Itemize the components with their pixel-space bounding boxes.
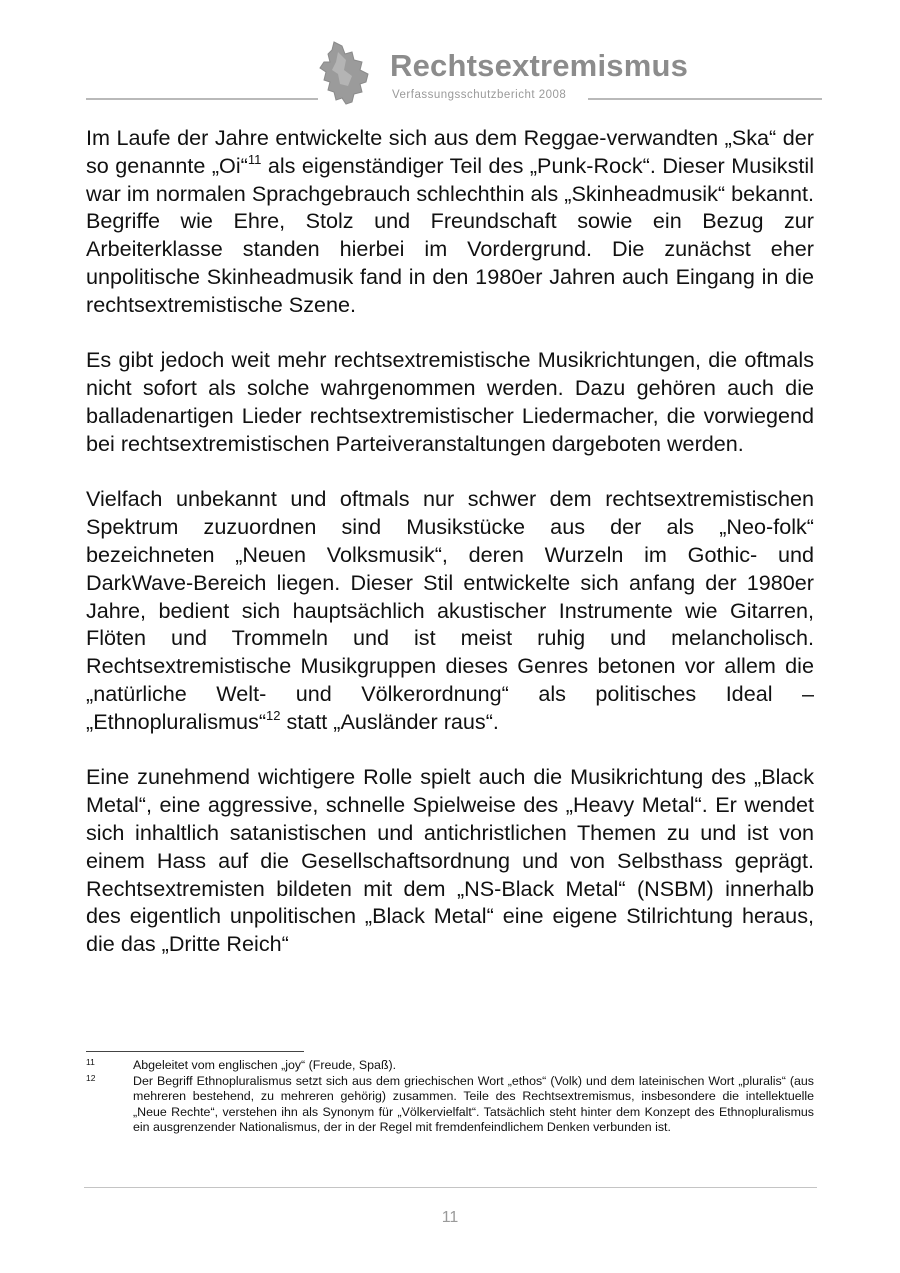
text-run: Im Laufe der Jahre entwickelte sich aus dem Reggae-verwandten „Ska“ der so genannte „Oi“ — [86, 125, 814, 178]
footnote-separator — [86, 1051, 304, 1052]
paragraph — [86, 346, 814, 457]
text-run: statt „Ausländer raus“. — [280, 708, 499, 734]
text-run: Vielfach unbekannt und oftmals nur schwer dem rechtsextremistischen Spektrum zuzuordnen sind Musikstücke aus der als „Neo-folk“ bezeichneten „Neuen Volksmusik“, deren Wurzeln im Gothic- und DarkWave-Bereich liegen. Dieser Stil entwickelte sich anfang der 1980er Jahre, bedient sich hauptsächlich akustischer Instrumente wie Gitarren, Flöten und Trommeln und ist meist ruhig und melancholisch. Rechtsextremistische Musikgruppen dieses Genres betonen vor allem die „natürliche Welt- und Völkerordnung“ als politisches Ideal – „Ethnopluralismus“ — [86, 486, 814, 734]
footnote-text: Der Begriff Ethnopluralismus setzt sich aus dem griechischen Wort „ethos“ (Volk) und dem lateinischen Wort „pluralis“ (aus mehreren bestehend, zu mehreren gehörig) zusammen. Teile des Rechtsextremismus, insbesondere die intellektuelle „Neue Rechte“, verstehen ihn als Synonym für „Völkervielfalt“. Tatsächlich steht hinter dem Konzept des Ethnopluralismus ein ausgrenzender Nationalismus, der in der Regel mit fremdenfeindlichem Denken verbunden ist. — [133, 1073, 814, 1134]
footnote-11 — [86, 1058, 814, 1074]
footnotes — [86, 1058, 814, 1136]
paragraph — [86, 485, 814, 735]
footnote-text: Abgeleitet vom englischen „joy“ (Freude, Spaß). — [133, 1058, 397, 1072]
body-text — [86, 124, 814, 986]
text-run: Es gibt jedoch weit mehr rechtsextremistische Musikrichtungen, die oftmals nicht sofort als solche wahrgenommen werden. Dazu gehören auch die balladenartigen Lieder rechtsextremistischer Liedermacher, die vorwiegend bei rechtsextremistischen Parteiveranstaltungen dargeboten werden. — [86, 347, 814, 456]
page-header — [0, 0, 900, 115]
paragraph — [86, 763, 814, 958]
page-number: 11 — [441, 1209, 459, 1226]
footnote-12 — [86, 1074, 814, 1136]
text-run: als eigenständiger Teil des „Punk-Rock“. Dieser Musikstil war im normalen Sprachgebrauch schlechthin als „Skinheadmusik“ bekannt. Begriffe wie Ehre, Stolz und Freundschaft sowie ein Bezug zur Arbeiterklasse standen hierbei im Vordergrund. Die zunächst eher unpolitische Skinheadmusik fand in den 1980er Jahren auch Eingang in die rechtsextremistische Szene. — [86, 152, 814, 317]
saxony-anhalt-map-icon — [316, 40, 372, 106]
text-run: Eine zunehmend wichtigere Rolle spielt auch die Musikrichtung des „Black Metal“, eine aggressive, schnelle Spielweise des „Heavy Metal“. Er wendet sich inhaltlich satanistischen und antichristlichen Themen zu und ist von einem Hass auf die Gesellschaftsordnung und von Selbsthass geprägt. Rechtsextremisten bildeten mit dem „NS-Black Metal“ (NSBM) innerhalb des eigentlich unpolitischen „Black Metal“ eine eigene Stilrichtung heraus, die das „Dritte Reich“ — [86, 764, 814, 957]
footnote-ref-12[interactable]: 12 — [266, 707, 281, 723]
header-title: Rechtsextremismus — [390, 48, 689, 83]
footnote-number: 11 — [86, 1057, 95, 1067]
paragraph — [86, 124, 814, 319]
header-rule-right — [588, 98, 822, 100]
header-subtitle: Verfassungsschutzbericht 2008 — [392, 89, 567, 101]
footnote-ref-11[interactable]: 11 — [247, 151, 262, 167]
footer-rule — [84, 1187, 817, 1188]
footnote-number: 12 — [86, 1072, 96, 1083]
header-rule-left — [86, 98, 318, 100]
